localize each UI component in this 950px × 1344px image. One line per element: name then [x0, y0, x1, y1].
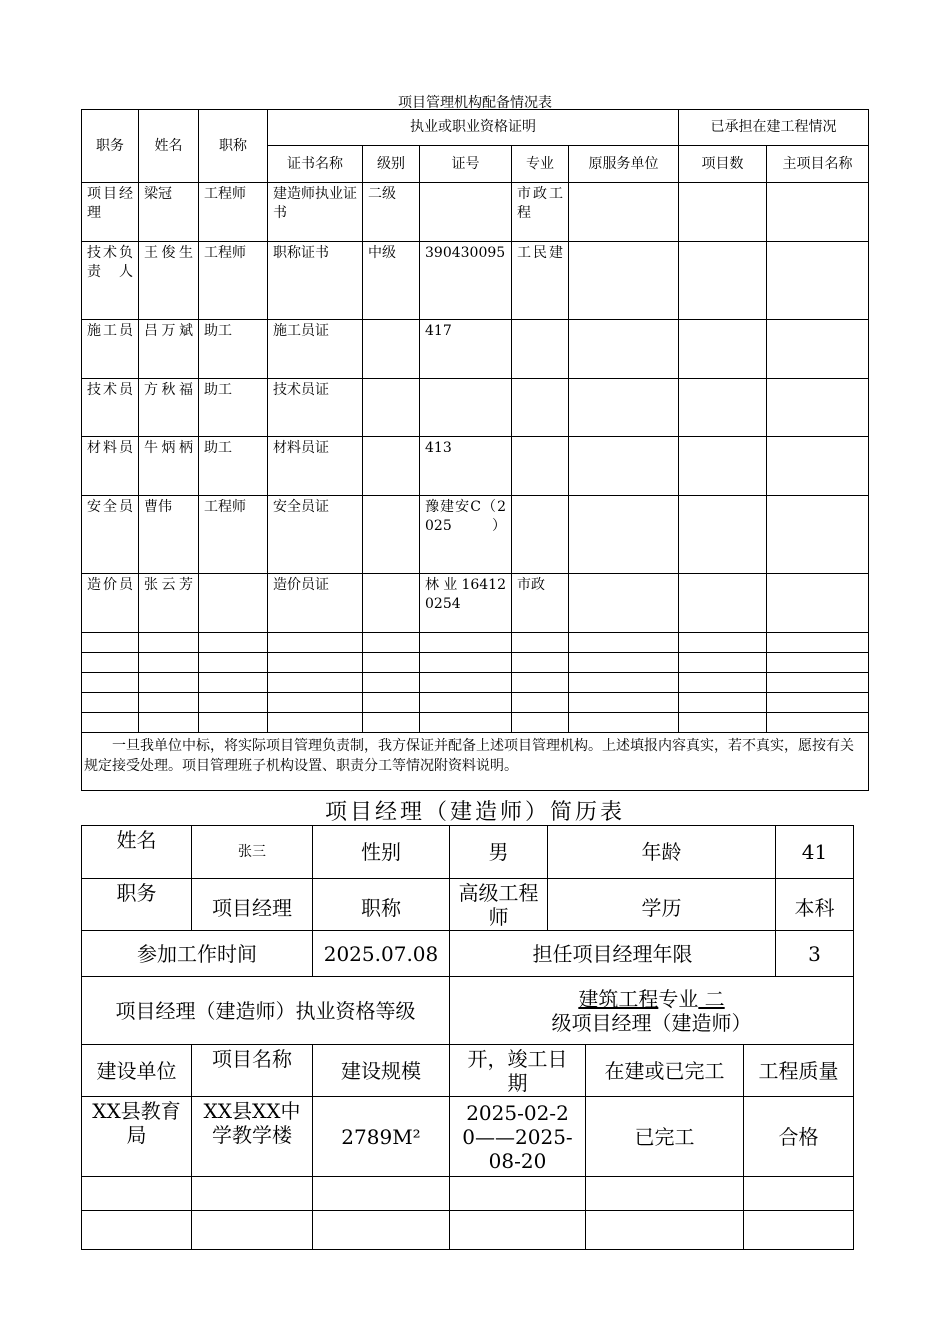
- label-position: 职务: [82, 879, 192, 931]
- cell-name: 曹伟: [139, 496, 199, 574]
- cell-title: 工程师: [199, 496, 268, 574]
- cell-name: 吕万斌: [139, 320, 199, 379]
- cert-major: 建筑工程: [578, 986, 659, 1011]
- cell-major: [512, 496, 569, 574]
- table-row: [82, 437, 869, 496]
- value-work-start: 2025.07.08: [313, 931, 450, 977]
- label-work-start: 参加工作时间: [82, 931, 313, 977]
- cell-cert-name: 技术员证: [268, 379, 363, 437]
- label-gender: 性别: [313, 826, 450, 879]
- cell-cert-name: 安全员证: [268, 496, 363, 574]
- header-project-count: 项目数: [679, 146, 767, 183]
- cert-grade: 二: [698, 986, 725, 1011]
- resume-table: [81, 825, 854, 1250]
- cell-level: [363, 320, 420, 379]
- cell-cert-no: [420, 183, 512, 242]
- cell-cert-no: 豫建安C（2025）: [420, 496, 512, 574]
- label-title: 职称: [313, 879, 450, 931]
- value-education: 本科: [776, 879, 854, 931]
- empty-row: [82, 653, 869, 673]
- table-row: [82, 242, 869, 320]
- value-name: 张三: [192, 826, 313, 879]
- empty-row: [82, 673, 869, 693]
- cell-name: 方秋福: [139, 379, 199, 437]
- cell-position: 技术员: [82, 379, 139, 437]
- cell-level: 中级: [363, 242, 420, 320]
- table-row: [82, 574, 869, 633]
- cell-cert-no: [420, 379, 512, 437]
- cell-cert-no: 413: [420, 437, 512, 496]
- value-position: 项目经理: [192, 879, 313, 931]
- header-major: 专业: [512, 146, 569, 183]
- cell-level: [363, 437, 420, 496]
- header-main-project: 主项目名称: [767, 146, 869, 183]
- label-name: 姓名: [82, 826, 192, 879]
- header-title: 职称: [199, 110, 268, 183]
- cell-level: [363, 496, 420, 574]
- cell-title: 工程师: [199, 183, 268, 242]
- value-age: 41: [776, 826, 854, 879]
- header-level: 级别: [363, 146, 420, 183]
- value-gender: 男: [450, 826, 548, 879]
- empty-row: [82, 1211, 854, 1250]
- cell-cert-name: 材料员证: [268, 437, 363, 496]
- cell-major: [512, 320, 569, 379]
- cell-quality: 合格: [744, 1097, 854, 1177]
- value-cert-level: 建筑工程专业 二 级项目经理（建造师）: [450, 977, 854, 1045]
- header-project: 项目名称: [192, 1045, 313, 1097]
- cell-cert-no: 林业164120254: [420, 574, 512, 633]
- header-cert-name: 证书名称: [268, 146, 363, 183]
- cell-level: [363, 574, 420, 633]
- header-qualification-group: 执业或职业资格证明: [268, 110, 679, 146]
- cell-level: 二级: [363, 183, 420, 242]
- header-prev-employer: 原服务单位: [569, 146, 679, 183]
- header-scale: 建设规模: [313, 1045, 450, 1097]
- cell-title: [199, 574, 268, 633]
- cell-major: 市政工程: [512, 183, 569, 242]
- cell-dates: 2025-02-20——2025-08-20: [450, 1097, 586, 1177]
- header-cert-no: 证号: [420, 146, 512, 183]
- cell-title: 工程师: [199, 242, 268, 320]
- empty-row: [82, 633, 869, 653]
- header-ongoing-group: 已承担在建工程情况: [679, 110, 869, 146]
- cell-name: 王俊生: [139, 242, 199, 320]
- empty-row: [82, 713, 869, 733]
- table1-title: 项目管理机构配备情况表: [398, 95, 552, 111]
- cell-major: 工民建: [512, 242, 569, 320]
- empty-row: [82, 693, 869, 713]
- cell-position: 安全员: [82, 496, 139, 574]
- header-status: 在建或已完工: [586, 1045, 744, 1097]
- header-name: 姓名: [139, 110, 199, 183]
- table-row: [82, 496, 869, 574]
- cell-status: 已完工: [586, 1097, 744, 1177]
- label-education: 学历: [548, 879, 776, 931]
- cell-name: 张云芳: [139, 574, 199, 633]
- cell-level: [363, 379, 420, 437]
- header-position: 职务: [82, 110, 139, 183]
- header-quality: 工程质量: [744, 1045, 854, 1097]
- cell-title: 助工: [199, 437, 268, 496]
- cell-cert-name: 造价员证: [268, 574, 363, 633]
- cell-position: 施工员: [82, 320, 139, 379]
- cell-title: 助工: [199, 379, 268, 437]
- cell-position: 造价员: [82, 574, 139, 633]
- declaration-note: 一旦我单位中标，将实际项目管理负责制，我方保证并配备上述项目管理机构。上述填报内容真实，若不真实，愿按有关规定接受处理。项目管理班子机构设置、职责分工等情况附资料说明。: [82, 733, 869, 791]
- cell-major: [512, 437, 569, 496]
- cell-name: 牛炳柄: [139, 437, 199, 496]
- table-row: [82, 183, 869, 242]
- value-title: 高级工程师: [450, 879, 548, 931]
- cell-title: 助工: [199, 320, 268, 379]
- table-row: [82, 379, 869, 437]
- label-age: 年龄: [548, 826, 776, 879]
- cell-position: 技术负责人: [82, 242, 139, 320]
- header-dates: 开，竣工日期: [450, 1045, 586, 1097]
- label-cert-level: 项目经理（建造师）执业资格等级: [82, 977, 450, 1045]
- header-unit: 建设单位: [82, 1045, 192, 1097]
- cell-cert-name: 建造师执业证书: [268, 183, 363, 242]
- cell-project: XX县XX中学教学楼: [192, 1097, 313, 1177]
- cell-cert-name: 职称证书: [268, 242, 363, 320]
- cell-cert-no: 390430095: [420, 242, 512, 320]
- cell-unit: XX县教育局: [82, 1097, 192, 1177]
- cell-name: 梁冠: [139, 183, 199, 242]
- cell-position: 材料员: [82, 437, 139, 496]
- cell-scale: 2789M²: [313, 1097, 450, 1177]
- value-pm-years: 3: [776, 931, 854, 977]
- label-pm-years: 担任项目经理年限: [450, 931, 776, 977]
- cell-major: 市政: [512, 574, 569, 633]
- project-row: [82, 1097, 854, 1177]
- table-row: [82, 320, 869, 379]
- cell-major: [512, 379, 569, 437]
- cell-position: 项目经理: [82, 183, 139, 242]
- cell-cert-no: 417: [420, 320, 512, 379]
- empty-row: [82, 1177, 854, 1211]
- staffing-table: [81, 109, 869, 791]
- cell-cert-name: 施工员证: [268, 320, 363, 379]
- table2-title: 项目经理（建造师）简历表: [324, 800, 625, 825]
